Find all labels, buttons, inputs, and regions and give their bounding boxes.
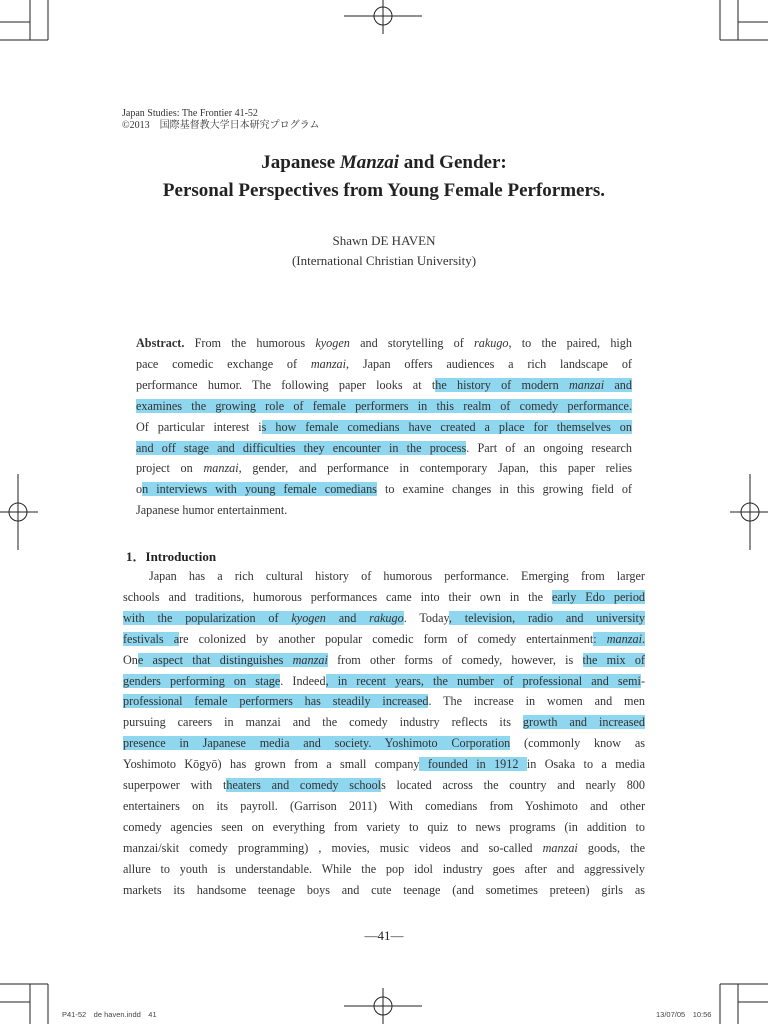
- body-text: Japan has a rich cultural history of humorous performance. Emerging from larger schools and traditions, humorous performances came into their own in the early Edo period with the popularization of kyogen and rakugo. Today, television, radio and university festivals are colonized by another popular comedic form of comedy entertainment: manzai. One aspect that distinguishes manzai from other forms of comedy, however, is the mix of genders performing on stage. Indeed, in recent years, the number of professional and semi- professional female performers has steadily increased. The increase in women and men pursuing careers in manzai and the comedy industry reflects its growth and increased presence in Japanese media and society. Yoshimoto Corporation (commonly know as Yoshimoto Kōgyō) has grown from a small company founded in 1912 in Osaka to a media superpower with theaters and comedy schools located across the country and nearly 800 entertainers on its payroll. (Garrison 2011) With comedians from Yoshimoto and other comedy agencies seen on everything from variety to quiz to news programs (in addition to manzai/skit comedy programming) , movies, music videos and so-called manzai goods, the allure to youth is understandable. While the pop idol industry goes after and aggressively markets its handsome teenage boys and cute teenage (and sometimes preteen) girls as: [123, 569, 646, 897]
- footer-timestamp: 13/07/05 10:56: [656, 1010, 712, 1019]
- highlight: the mix of: [582, 652, 645, 667]
- highlight: festivals a: [123, 631, 180, 646]
- highlight: , in recent years, the number of professional and semi: [325, 673, 641, 688]
- highlight: s how female comedians have created a place for themselves on: [261, 419, 632, 434]
- highlight: with the popularization of kyogen and rakugo: [123, 610, 404, 625]
- author-affiliation: (International Christian University): [291, 253, 477, 268]
- copyright-line: ©2013 国際基督教大学日本研究プログラム: [122, 120, 320, 131]
- highlight: early Edo period: [552, 589, 646, 604]
- journal-header: [122, 108, 320, 132]
- highlight: presence in Japanese media and society. Yoshimoto Corporation: [123, 736, 511, 751]
- highlight: : manzai.: [593, 631, 646, 646]
- highlight: n interviews with young female comedians: [142, 482, 377, 497]
- abstract-label: Abstract.: [136, 336, 185, 350]
- paper-title-line-2: Personal Perspectives from Young Female Performers.: [162, 180, 606, 201]
- section-title: Introduction: [145, 549, 217, 564]
- page-number: —41—: [364, 928, 404, 943]
- abstract: Abstract. From the humorous kyogen and storytelling of rakugo, to the paired, high pace comedic exchange of manzai, Japan offers audiences a rich landscape of performance humor. The following paper looks at the history of modern manzai and examines the growing role of female performers in this realm of comedy performance. Of particular interest is how female comedians have created a place for themselves on and off stage and difficulties they encounter in the process. Part of an ongoing research project on manzai, gender, and performance in contemporary Japan, this paper relies on interviews with young female comedians to examine changes in this growing field of Japanese humor entertainment.: [136, 336, 632, 518]
- highlight: professional female performers has steadily increased: [123, 694, 429, 709]
- highlight: , television, radio and university: [448, 610, 645, 625]
- highlight: genders performing on stage: [123, 673, 281, 688]
- section-heading: [126, 546, 216, 565]
- author-name: Shawn DE HAVEN: [332, 233, 436, 248]
- highlight: growth and increased: [522, 715, 645, 730]
- highlight: e aspect that distinguishes manzai: [137, 652, 328, 667]
- footer-file-info: P41-52 de haven.indd 41: [62, 1010, 157, 1019]
- highlight: founded in 1912: [419, 757, 527, 772]
- journal-citation: Japan Studies: The Frontier 41-52: [122, 108, 258, 119]
- highlight: and off stage and difficulties they encounter in the process: [136, 440, 467, 455]
- highlight: examines the growing role of female performers in this realm of comedy performance.: [136, 398, 632, 413]
- section-number: 1．: [126, 549, 146, 564]
- highlight: he history of modern manzai and: [435, 377, 632, 392]
- paper-title-line-1: Japanese Manzai and Gender:: [261, 152, 507, 173]
- highlight: heaters and comedy school: [226, 778, 382, 793]
